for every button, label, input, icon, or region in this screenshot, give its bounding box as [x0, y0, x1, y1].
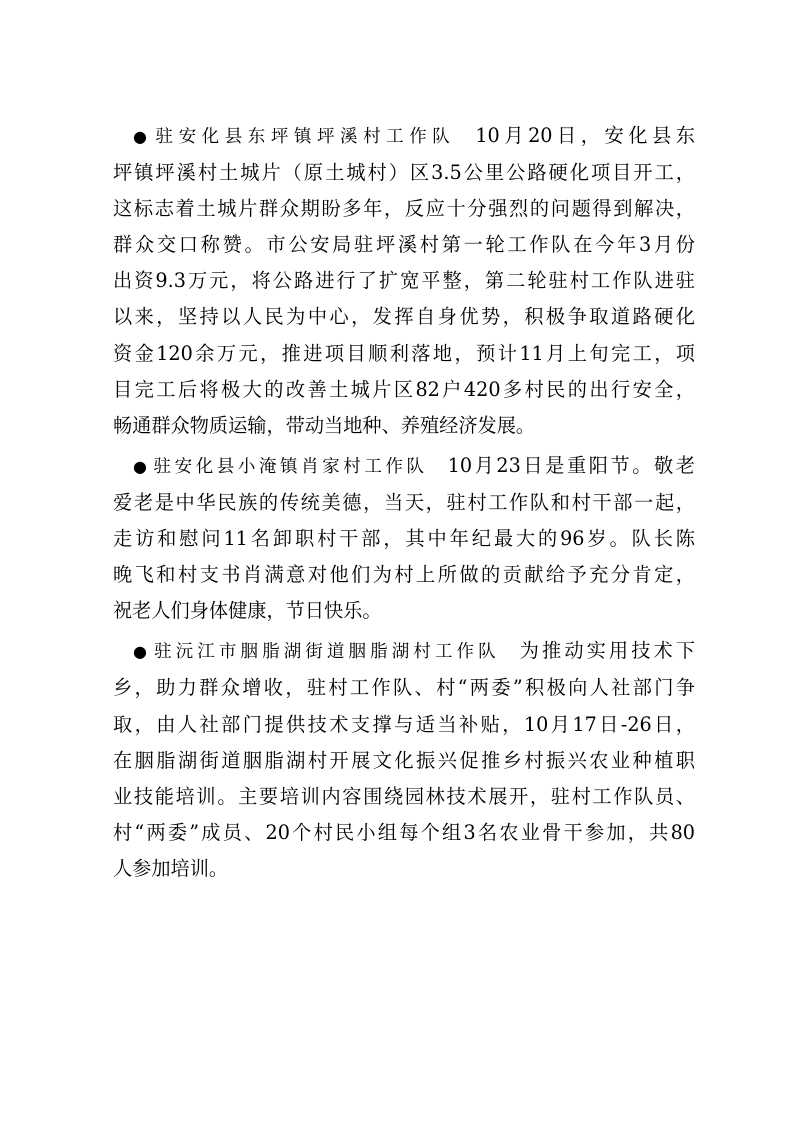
work-team-heading: 驻安化县东坪镇坪溪村工作队 — [150, 127, 456, 147]
text-line: 以来，坚持以人民为中心，发挥自身优势，积极争取道路硬化 — [113, 305, 695, 329]
news-item-3 — [113, 633, 695, 887]
text-line: 晚飞和村支书肖满意对他们为村上所做的贡献给予充分肯定， — [113, 563, 695, 587]
text-line: 业技能培训。主要培训内容围绕园林技术展开，驻村工作队员、 — [113, 784, 695, 808]
text-line: 取，由人社部门提供技术支撑与适当补贴，10月17日-26日， — [113, 712, 695, 736]
text-line: 乡，助力群众增收，驻村工作队、村“两委”积极向人社部门争 — [113, 676, 695, 700]
text-line: 这标志着土城片群众期盼多年，反应十分强烈的问题得到解决， — [113, 197, 695, 221]
text-line: 畅通群众物质运输，带动当地种、养殖经济发展。 — [113, 413, 536, 437]
text-line: 10月20日，安化县东 — [475, 124, 695, 147]
paragraph-first-line — [113, 118, 695, 155]
text-line: 人参加培训。 — [113, 856, 229, 880]
text-line: 出资9.3万元，将公路进行了扩宽平整，第二轮驻村工作队进驻 — [113, 269, 695, 293]
text-line: 目完工后将极大的改善土城片区82户420多村民的出行安全， — [113, 377, 695, 401]
news-item-1 — [113, 118, 695, 444]
paragraph-first-line — [113, 448, 695, 485]
text-line: 走访和慰问11名卸职村干部，其中年纪最大的96岁。队长陈 — [113, 527, 695, 551]
text-line: 村“两委”成员、20个村民小组每个组3名农业骨干参加，共80 — [113, 820, 695, 844]
text-line: 祝老人们身体健康，节日快乐。 — [113, 599, 382, 623]
bullet-icon: ● — [133, 127, 147, 146]
paragraph-first-line — [113, 633, 695, 670]
text-line: 群众交口称赞。市公安局驻坪溪村第一轮工作队在今年3月份 — [113, 233, 695, 257]
bullet-icon: ● — [133, 642, 147, 662]
news-item-2 — [113, 448, 695, 629]
work-team-heading: 驻沅江市胭脂湖街道胭脂湖村工作队 — [150, 642, 500, 663]
text-line: 爱老是中华民族的传统美德，当天，驻村工作队和村干部一起， — [113, 490, 695, 514]
text-line: 在胭脂湖街道胭脂湖村开展文化振兴促推乡村振兴农业种植职 — [113, 748, 695, 772]
document-page — [113, 118, 695, 891]
text-line: 10月23日是重阳节。敬老 — [447, 453, 695, 477]
text-line: 坪镇坪溪村土城片（原土城村）区3.5公里公路硬化项目开工， — [113, 161, 695, 185]
text-line: 资金120余万元，推进项目顺利落地，预计11月上旬完工，项 — [113, 341, 695, 365]
bullet-icon: ● — [133, 456, 147, 476]
text-line: 为推动实用技术下 — [519, 639, 696, 663]
work-team-heading: 驻安化县小淹镇肖家村工作队 — [150, 456, 428, 477]
